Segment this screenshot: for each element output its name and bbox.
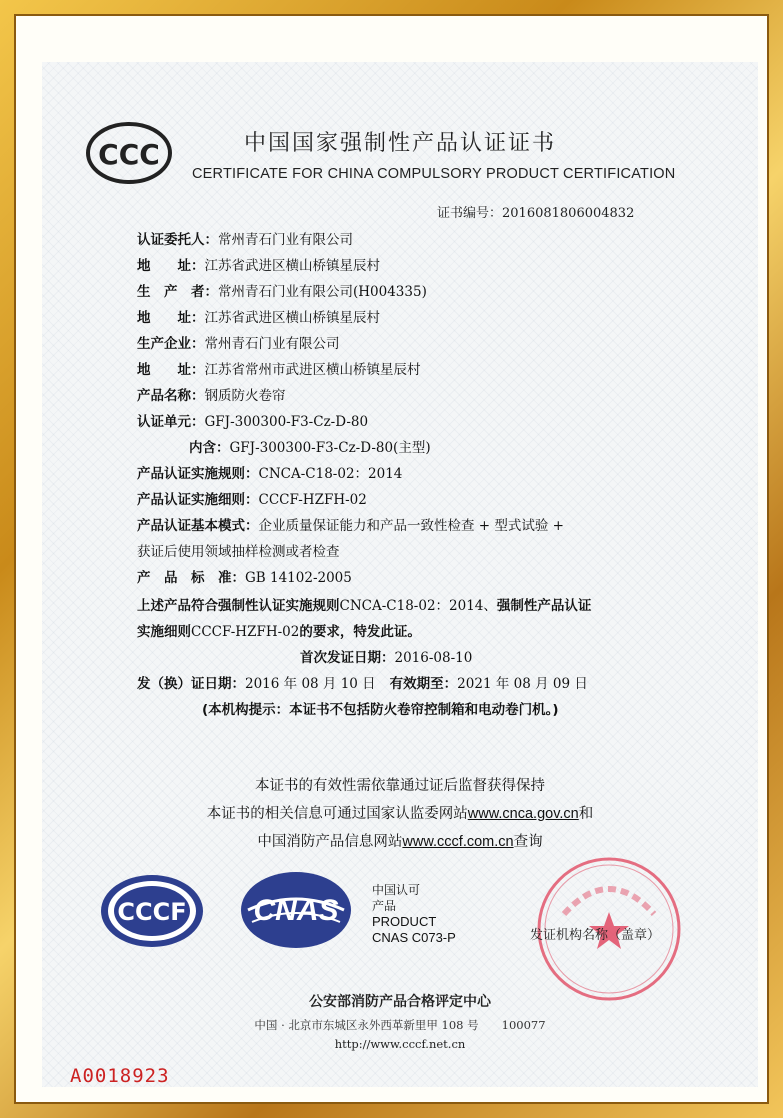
field-value: GB 14102-2005 (245, 570, 352, 586)
cnas-product-label (372, 882, 492, 946)
compliance-statement-line1 (137, 594, 591, 614)
issue-date-label: 发（换）证日期： (137, 676, 245, 692)
field-value: GFJ-300300-F3-Cz-D-80(主型) (229, 440, 431, 456)
certificate-number-value: 2016081806004832 (502, 206, 635, 221)
field-label: 认证单元： (137, 414, 205, 430)
field-label: 生 产 者： (137, 284, 218, 300)
cccf-link[interactable]: www.cccf.com.cn (402, 834, 514, 850)
notice-text: 中国消防产品信息网站 (257, 834, 403, 850)
field-cert-mode-cont (137, 540, 340, 560)
certificate-title-cn: 中国国家强制性产品认证证书 (243, 131, 556, 156)
organization-website[interactable]: http://www.cccf.net.cn (334, 1037, 466, 1051)
notice-text: 查询 (513, 834, 543, 850)
cccf-logo-icon (100, 874, 204, 948)
field-includes (189, 436, 431, 456)
validity-notice: 本证书的有效性需依靠通过证后监督获得保持 (255, 778, 545, 794)
ccc-logo-text: CCC (98, 138, 160, 171)
field-label: 产 品 标 准： (137, 570, 245, 586)
compliance-statement-line2 (137, 620, 421, 640)
field-product-standard (137, 566, 352, 586)
field-value: 常州青石门业有限公司(H004335) (218, 284, 427, 300)
field-factory-address (137, 358, 421, 378)
cccf-notice (42, 830, 758, 851)
field-applicant (137, 228, 353, 248)
notice-text: 本证书的相关信息可通过国家认监委网站 (206, 806, 468, 822)
valid-until-label: 有效期至： (389, 676, 458, 692)
certificate-paper (42, 62, 758, 1087)
field-label: 认证委托人： (137, 232, 218, 248)
field-label: 产品认证实施细则： (137, 492, 259, 508)
certificate-number-label: 证书编号： (437, 206, 503, 221)
first-issue-date (300, 646, 472, 666)
institution-hint: (本机构提示：本证书不包括防火卷帘控制箱和电动卷门机。) (202, 702, 559, 718)
issuing-organization: 公安部消防产品合格评定中心 (309, 994, 491, 1010)
field-value: 常州青石门业有限公司 (204, 336, 340, 352)
field-value: CCCF-HZFH-02 (258, 492, 367, 508)
cccf-logo-text: CCCF (117, 898, 187, 926)
issue-valid-dates (137, 672, 588, 692)
certificate-title-en: CERTIFICATE FOR CHINA COMPULSORY PRODUCT CERTIFICATION (192, 166, 676, 182)
cnca-notice (42, 802, 758, 823)
field-label: 地 址： (137, 258, 205, 274)
field-value: CNCA-C18-02：2014 (258, 466, 403, 482)
cnas-line: 产品 (372, 899, 397, 913)
field-label: 内含： (189, 440, 230, 456)
statement-text: 强制性产品认证 (496, 598, 592, 614)
field-value: 常州青石门业有限公司 (218, 232, 353, 248)
field-label: 产品名称： (137, 388, 205, 404)
field-value: 企业质量保证能力和产品一致性检查 + 型式试验 + (258, 518, 564, 534)
issuing-authority-label: 发证机构名称（盖章） (530, 928, 661, 943)
cnas-line: 中国认可 (372, 883, 421, 897)
field-value: GFJ-300300-F3-Cz-D-80 (204, 414, 369, 430)
field-applicant-address (137, 254, 380, 274)
statement-text: 上述产品符合强制性认证实施规则 (137, 598, 340, 614)
notice-text: 和 (578, 806, 594, 822)
statement-rule: CNCA-C18-02：2014、 (339, 598, 497, 614)
field-value: 江苏省武进区横山桥镇星辰村 (204, 258, 380, 274)
valid-until-value: 2021 年 08 月 09 日 (457, 676, 588, 692)
cnca-link[interactable]: www.cnca.gov.cn (467, 806, 579, 822)
certificate-number (437, 202, 634, 221)
statement-text: 的要求，特发此证。 (299, 624, 421, 640)
statement-rule: CCCF-HZFH-02 (191, 624, 300, 640)
field-manufacturer (137, 280, 427, 300)
field-value: 获证后使用领域抽样检测或者检查 (137, 544, 340, 560)
field-label: 生产企业： (137, 336, 205, 352)
field-label: 地 址： (137, 362, 205, 378)
statement-text: 实施细则 (137, 624, 191, 640)
first-issue-value: 2016-08-10 (394, 650, 473, 666)
field-label: 产品认证基本模式： (137, 518, 259, 534)
field-product-name (137, 384, 286, 404)
certificate-border (14, 14, 769, 1104)
field-cert-mode (137, 514, 564, 534)
field-label: 地 址： (137, 310, 205, 326)
cnas-logo-icon (238, 870, 354, 950)
field-factory (137, 332, 340, 352)
field-value: 江苏省武进区横山桥镇星辰村 (204, 310, 380, 326)
field-value: 钢质防火卷帘 (204, 388, 286, 404)
field-label: 产品认证实施规则： (137, 466, 259, 482)
issue-date-value: 2016 年 08 月 10 日 (245, 676, 376, 692)
cnas-logo-text: CNAS (253, 894, 339, 927)
field-cert-unit (137, 410, 368, 430)
organization-address: 中国 · 北京市东城区永外西革新里甲 108 号 100077 (254, 1018, 546, 1032)
cnas-line: PRODUCT (372, 914, 437, 929)
field-impl-rules (137, 462, 402, 482)
field-manufacturer-address (137, 306, 380, 326)
field-value: 江苏省常州市武进区横山桥镇星辰村 (204, 362, 421, 378)
serial-number: A0018923 (70, 1065, 170, 1087)
field-impl-details (137, 488, 367, 508)
cnas-line: CNAS C073-P (372, 930, 456, 945)
first-issue-label: 首次发证日期： (300, 650, 395, 666)
